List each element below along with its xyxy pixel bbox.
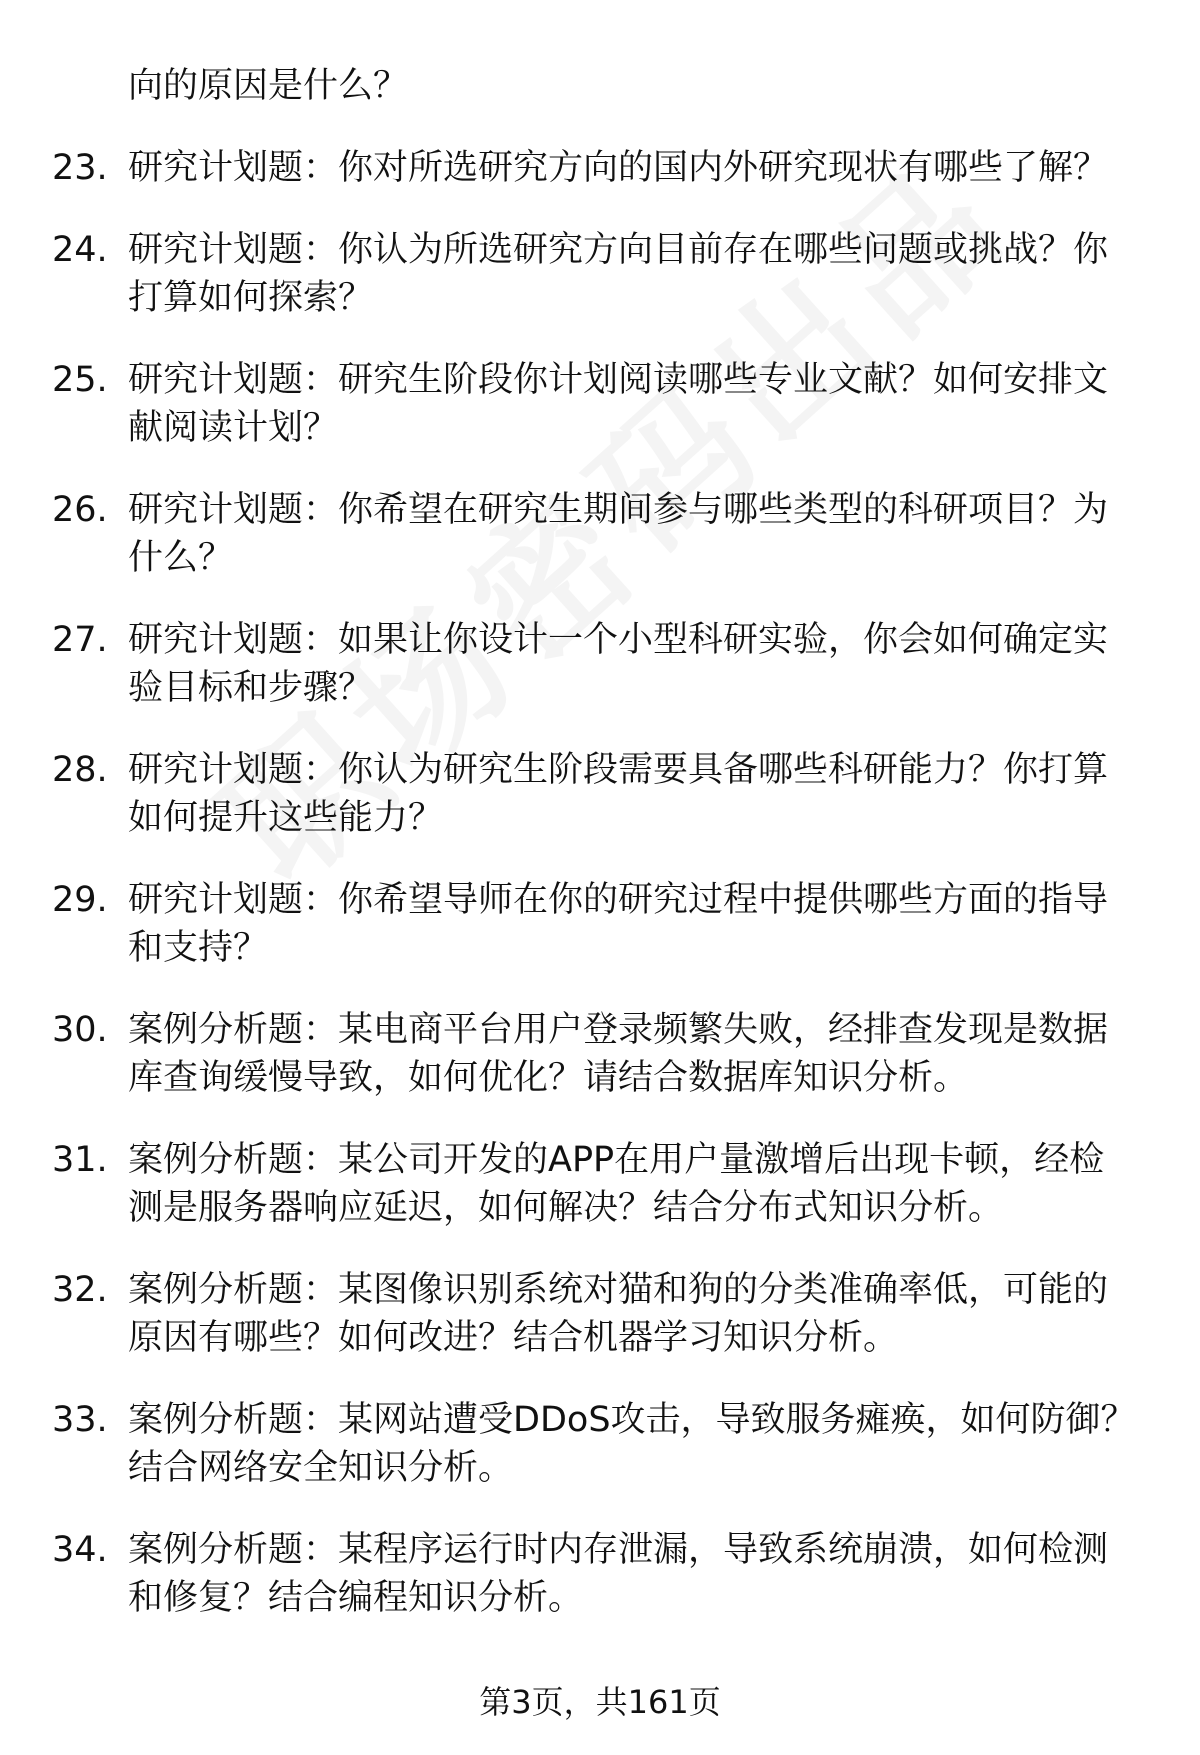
question-text: 研究计划题：研究生阶段你计划阅读哪些专业文献？如何安排文献阅读计划？ — [128, 360, 1109, 448]
question-item — [0, 746, 1200, 842]
question-text: 研究计划题：你认为所选研究方向目前存在哪些问题或挑战？你打算如何探索？ — [128, 230, 1109, 318]
page-footer: 第3页，共161页 — [479, 1683, 721, 1721]
question-text: 案例分析题：某网站遭受DDoS攻击，导致服务瘫痪，如何防御？结合网络安全知识分析。 — [128, 1400, 1136, 1488]
question-text: 研究计划题：你认为研究生阶段需要具备哪些科研能力？你打算如何提升这些能力？ — [128, 750, 1109, 838]
question-text: 研究计划题：你对所选研究方向的国内外研究现状有哪些了解？ — [128, 148, 1109, 188]
continuation-text: 向的原因是什么？ — [128, 66, 409, 106]
question-text: 研究计划题：你希望导师在你的研究过程中提供哪些方面的指导和支持？ — [128, 880, 1109, 968]
question-item — [0, 486, 1200, 582]
question-text: 案例分析题：某图像识别系统对猫和狗的分类准确率低，可能的原因有哪些？如何改进？结合机器学习知识分析。 — [128, 1270, 1109, 1358]
question-number: 24. — [52, 230, 108, 270]
question-number: 33. — [52, 1400, 108, 1440]
question-text: 研究计划题：如果让你设计一个小型科研实验，你会如何确定实验目标和步骤？ — [128, 620, 1109, 708]
question-item — [0, 876, 1200, 972]
question-item — [0, 616, 1200, 712]
question-number: 23. — [52, 148, 108, 188]
question-item — [0, 1526, 1200, 1622]
question-text: 案例分析题：某公司开发的APP在用户量激增后出现卡顿，经检测是服务器响应延迟，如何解决？结合分布式知识分析。 — [128, 1140, 1105, 1228]
question-number: 28. — [52, 750, 108, 790]
question-item — [0, 1396, 1200, 1492]
question-list — [0, 144, 1200, 1656]
question-number: 25. — [52, 360, 108, 400]
question-number: 32. — [52, 1270, 108, 1310]
question-item — [0, 1266, 1200, 1362]
question-item — [0, 1006, 1200, 1102]
question-item — [0, 356, 1200, 452]
question-text: 案例分析题：某程序运行时内存泄漏，导致系统崩溃，如何检测和修复？结合编程知识分析。 — [128, 1530, 1109, 1618]
question-number: 29. — [52, 880, 108, 920]
question-number: 26. — [52, 490, 108, 530]
question-item — [0, 226, 1200, 322]
question-text: 案例分析题：某电商平台用户登录频繁失败，经排查发现是数据库查询缓慢导致，如何优化？请结合数据库知识分析。 — [128, 1010, 1109, 1098]
question-number: 27. — [52, 620, 108, 660]
question-number: 34. — [52, 1530, 108, 1570]
question-number: 31. — [52, 1140, 108, 1180]
question-text: 研究计划题：你希望在研究生期间参与哪些类型的科研项目？为什么？ — [128, 490, 1109, 578]
question-item — [0, 144, 1200, 192]
question-number: 30. — [52, 1010, 108, 1050]
question-item — [0, 1136, 1200, 1232]
